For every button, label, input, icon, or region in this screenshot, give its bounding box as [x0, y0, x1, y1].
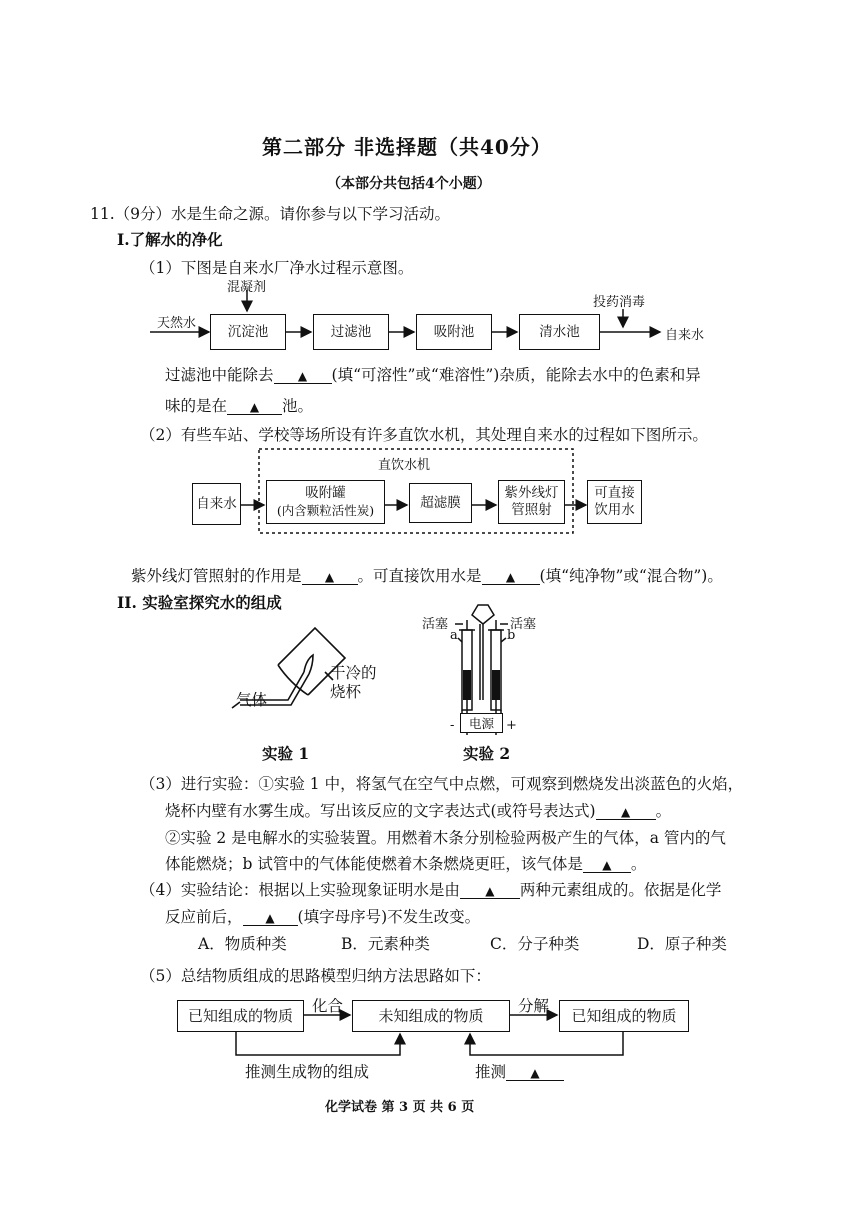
coagulant-label: 混凝剂	[227, 280, 267, 295]
q4-line2-text-a: 反应前后，	[165, 908, 243, 926]
unknown-substance-box: 未知组成的物质	[352, 1000, 510, 1032]
positive-terminal: +	[506, 718, 517, 733]
right-valve-label: 活塞	[510, 617, 537, 632]
experiment-1-caption: 实验 1	[262, 744, 310, 763]
q2-text-c: (填“纯净物”或“混合物”)。	[539, 567, 723, 585]
question-11-intro: 11.（9分）水是生命之源。请你参与以下学习活动。	[90, 205, 451, 223]
left-valve-label: 活塞	[422, 617, 449, 632]
option-c[interactable]: C．分子种类	[490, 935, 580, 953]
option-a[interactable]: A．物质种类	[198, 935, 287, 953]
answer-blank-8[interactable]: ▲	[243, 911, 298, 926]
q2-text-a: 紫外线灯管照射的作用是	[131, 567, 302, 585]
tap-water-output-label: 自来水	[665, 328, 705, 343]
q4-line1	[140, 878, 721, 900]
answer-blank-9[interactable]: ▲	[506, 1066, 564, 1081]
answer-blank-3[interactable]: ▲	[302, 570, 358, 585]
page-title: 第二部分 非选择题（共40分）	[262, 135, 552, 159]
q1-prompt: （1）下图是自来水厂净水过程示意图。	[140, 259, 414, 277]
drinkable-water-line1: 可直接	[594, 485, 635, 501]
q1-line1-text-b: (填“可溶性”或“难溶性”)杂质，能除去水中的色素和异	[331, 366, 701, 384]
q3-line4-text-a: 体能燃烧；b 试管中的气体能使燃着木条燃烧更旺，该气体是	[165, 855, 583, 873]
infer-label	[475, 1060, 564, 1082]
tap-water-box: 自来水	[192, 483, 241, 525]
page-footer	[325, 1092, 475, 1115]
filter-tank-box: 过滤池	[313, 314, 389, 350]
q4-line1-text-b: 两种元素组成的。依据是化学	[519, 881, 722, 899]
q4-line2	[165, 905, 480, 927]
experiment-2-caption: 实验 2	[463, 744, 511, 763]
adsorption-tank-box: 吸附池	[416, 314, 492, 350]
q4-line2-text-b: (填字母序号)不发生改变。	[297, 908, 481, 926]
beaker-label-line1: 干冷的	[330, 664, 377, 682]
section-1-heading: I.了解水的净化	[117, 230, 223, 249]
footer-text: 化学试卷 第 3 页 共 6 页	[325, 1100, 475, 1115]
ultrafiltration-membrane-box: 超滤膜	[409, 483, 472, 523]
tube-b-label: b	[507, 628, 516, 643]
q3-line2	[165, 799, 671, 821]
infer-product-label: 推测生成物的组成	[245, 1063, 370, 1081]
q3-line2-text-b: 。	[655, 802, 672, 820]
combination-label: 化合	[312, 997, 344, 1015]
uv-lamp-line1: 紫外线灯	[504, 485, 559, 501]
q3-line1: （3）进行实验：①实验 1 中，将氢气在空气中点燃，可观察到燃烧发出淡蓝色的火焰，	[140, 775, 744, 793]
q4-line1-text-a: （4）实验结论：根据以上实验现象证明水是由	[140, 881, 460, 899]
clear-water-tank-box: 清水池	[519, 314, 600, 350]
sedimentation-tank-box: 沉淀池	[210, 314, 286, 350]
infer-label-text: 推测	[475, 1063, 507, 1081]
option-d[interactable]: D．原子种类	[637, 935, 727, 953]
natural-water-label: 天然水	[157, 316, 197, 331]
page-subtitle: （本部分共包括4个小题）	[327, 176, 491, 192]
q3-line4	[165, 852, 646, 874]
uv-lamp-line2: 管照射	[511, 502, 552, 518]
decomposition-label: 分解	[518, 997, 550, 1015]
adsorption-tank-line1: 吸附罐	[305, 485, 346, 501]
negative-terminal: -	[450, 718, 455, 733]
q1-line2-text-b: 池。	[282, 397, 314, 415]
known-substance-left-box: 已知组成的物质	[177, 1000, 304, 1032]
tube-a-label: a	[450, 628, 458, 643]
q3-line3: ②实验 2 是电解水的实验装置。用燃着木条分别检验两极产生的气体，a 管内的气	[165, 829, 726, 847]
q3-line4-text-b: 。	[630, 855, 647, 873]
gas-label: 气体	[236, 691, 268, 709]
answer-blank-6[interactable]: ▲	[583, 858, 631, 873]
known-substance-right-box: 已知组成的物质	[559, 1000, 689, 1032]
drinking-machine-label: 直饮水机	[378, 458, 431, 473]
drinkable-water-line2: 饮用水	[594, 502, 635, 518]
power-supply-box: 电源	[460, 713, 503, 733]
q2-text-b: 。可直接饮用水是	[357, 567, 482, 585]
adsorption-tank-line2: (内含颗粒活性炭)	[276, 503, 375, 518]
q3-line2-text-a: 烧杯内壁有水雾生成。写出该反应的文字表达式(或符号表达式)	[165, 802, 596, 820]
q2-prompt: （2）有些车站、学校等场所设有许多直饮水机，其处理自来水的过程如下图所示。	[140, 426, 708, 444]
q1-line2-text-a: 味的是在	[165, 397, 228, 415]
section-2-heading: II. 实验室探究水的组成	[117, 593, 282, 612]
answer-blank-1[interactable]: ▲	[274, 369, 332, 384]
option-b[interactable]: B．元素种类	[341, 935, 430, 953]
q5-prompt: （5）总结物质组成的思路模型归纳方法思路如下：	[140, 967, 491, 985]
disinfection-label: 投药消毒	[593, 295, 646, 310]
q1-line1-text-a: 过滤池中能除去	[165, 366, 274, 384]
answer-blank-4[interactable]: ▲	[482, 570, 540, 585]
answer-blank-7[interactable]: ▲	[460, 884, 520, 899]
answer-blank-5[interactable]: ▲	[596, 805, 656, 820]
beaker-label-line2: 烧杯	[330, 683, 362, 701]
answer-blank-2[interactable]: ▲	[227, 400, 282, 415]
